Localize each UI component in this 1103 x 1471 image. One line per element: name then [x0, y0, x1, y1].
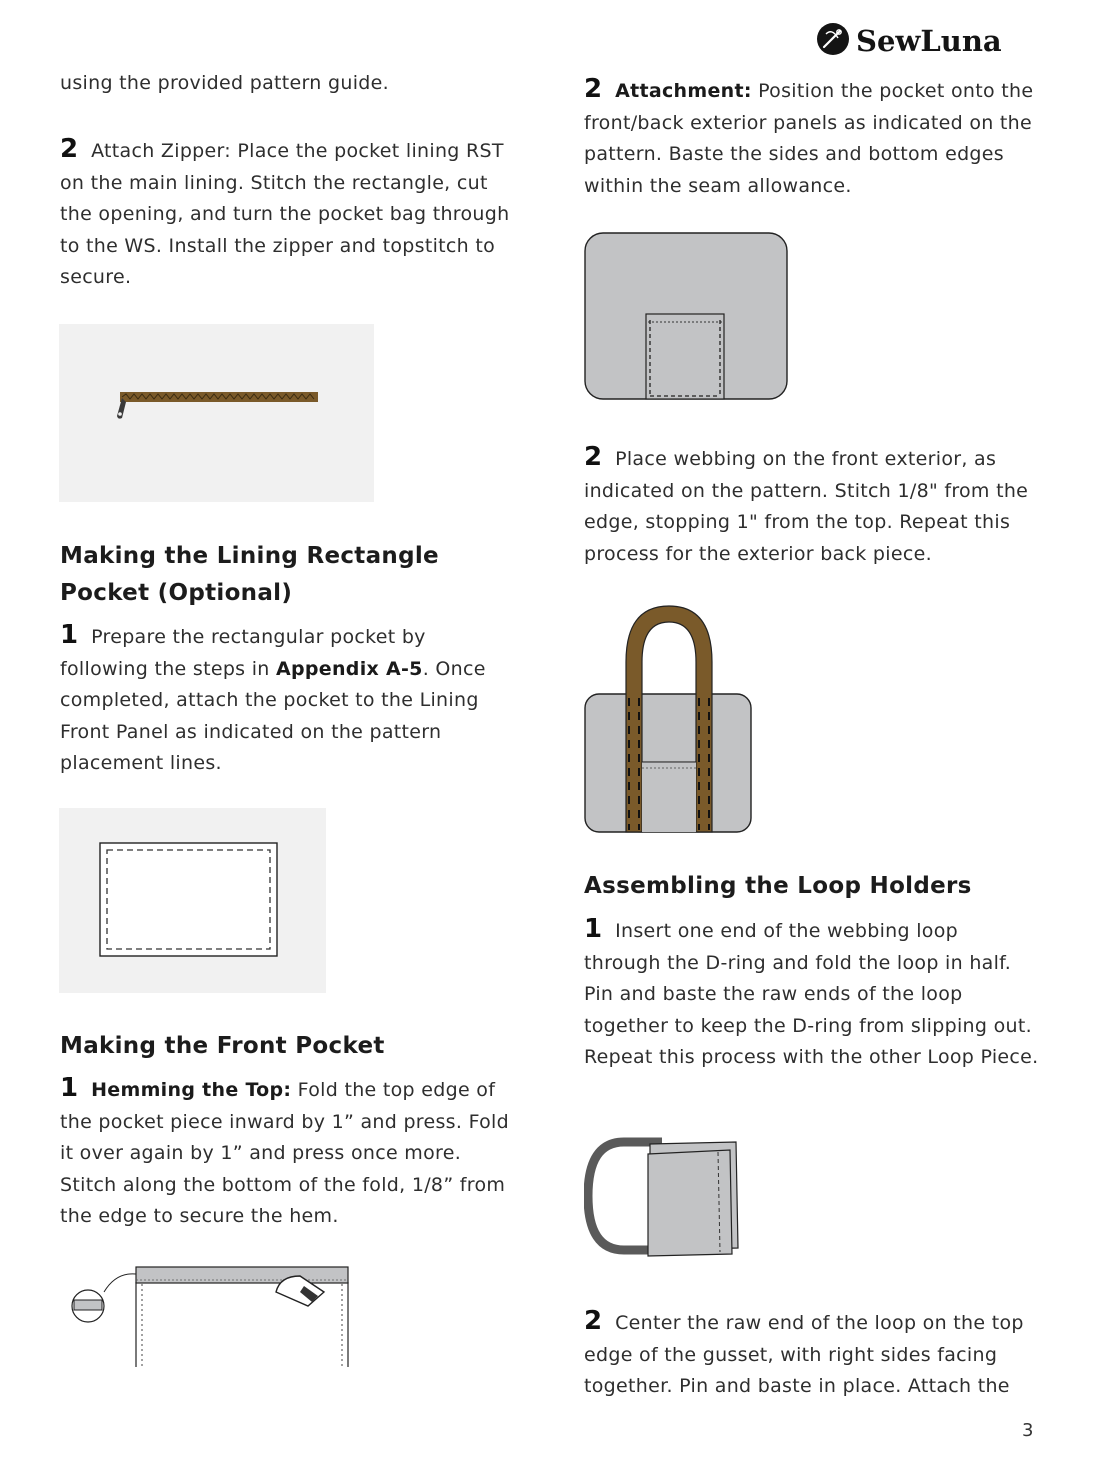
step-number: 2	[584, 442, 603, 472]
dring-loop-illustration	[584, 1136, 742, 1262]
step-label: Attachment:	[615, 80, 752, 102]
hemming-illustration	[70, 1262, 360, 1367]
rectangle-pocket-illustration	[59, 808, 326, 993]
step-number: 1	[60, 1073, 79, 1103]
step-label: Hemming the Top:	[91, 1079, 292, 1101]
step-number: 2	[584, 74, 603, 104]
page-number: 3	[1022, 1420, 1034, 1441]
appendix-reference: Appendix A-5	[275, 657, 423, 680]
step-loop-gusset: 2 Center the raw end of the loop on the top edge of the gusset, with right sides facing together. Pin and baste in place. Attach the	[584, 1306, 1024, 1397]
step-hemming: 1 Hemming the Top: Fold the top edge of the pocket piece inward by 1” and press. Fold it over again by 1” and press once more. Stitch along the bottom of the fold, 1/8” from the edge to secure the hem.	[60, 1073, 509, 1227]
step-loop-dring: 1 Insert one end of the webbing loop through the D-ring and fold the loop in half. Pin and baste the raw ends of the loop together to keep the D-ring from slipping out. Repeat this process with the other Loop Piece.	[584, 914, 1039, 1068]
panel-pocket-illustration	[584, 232, 788, 402]
step-number: 1	[584, 914, 603, 944]
section-title-lining-pocket: Making the Lining Rectangle Pocket (Optional)	[60, 543, 439, 606]
needle-circle-icon	[816, 22, 850, 60]
brand-logo	[816, 22, 1002, 60]
step-webbing: 2 Place webbing on the front exterior, as indicated on the pattern. Stitch 1/8" from the edge, stopping 1" from the top. Repeat this process for the exterior back piece.	[584, 442, 1029, 565]
step-text: Attach Zipper: Place the pocket lining RST on the main lining. Stitch the rectangle, cut the opening, and turn the pocket bag through to the WS. Install the zipper and topstitch to secure.	[60, 140, 510, 288]
bag-webbing-illustration	[584, 602, 754, 834]
step-number: 2	[60, 134, 79, 164]
step-number: 2	[584, 1306, 603, 1336]
zipper-illustration	[59, 324, 374, 502]
brand-name: SewLuna	[856, 24, 1002, 58]
section-title-front-pocket: Making the Front Pocket	[60, 1033, 385, 1059]
section-title-loop-holders: Assembling the Loop Holders	[584, 873, 972, 899]
step-number: 1	[60, 620, 79, 650]
step-lining-pocket: 1 Prepare the rectangular pocket by following the steps in Appendix A-5. Once completed, attach the pocket to the Lining Front Panel as indicated on the pattern placement lines.	[60, 620, 486, 774]
step-attachment: 2 Attachment: Position the pocket onto the front/back exterior panels as indicated on the pattern. Baste the sides and bottom edges within the seam allowance.	[584, 74, 1034, 197]
step-zipper	[60, 134, 510, 294]
intro-fragment: using the provided pattern guide.	[60, 72, 389, 94]
